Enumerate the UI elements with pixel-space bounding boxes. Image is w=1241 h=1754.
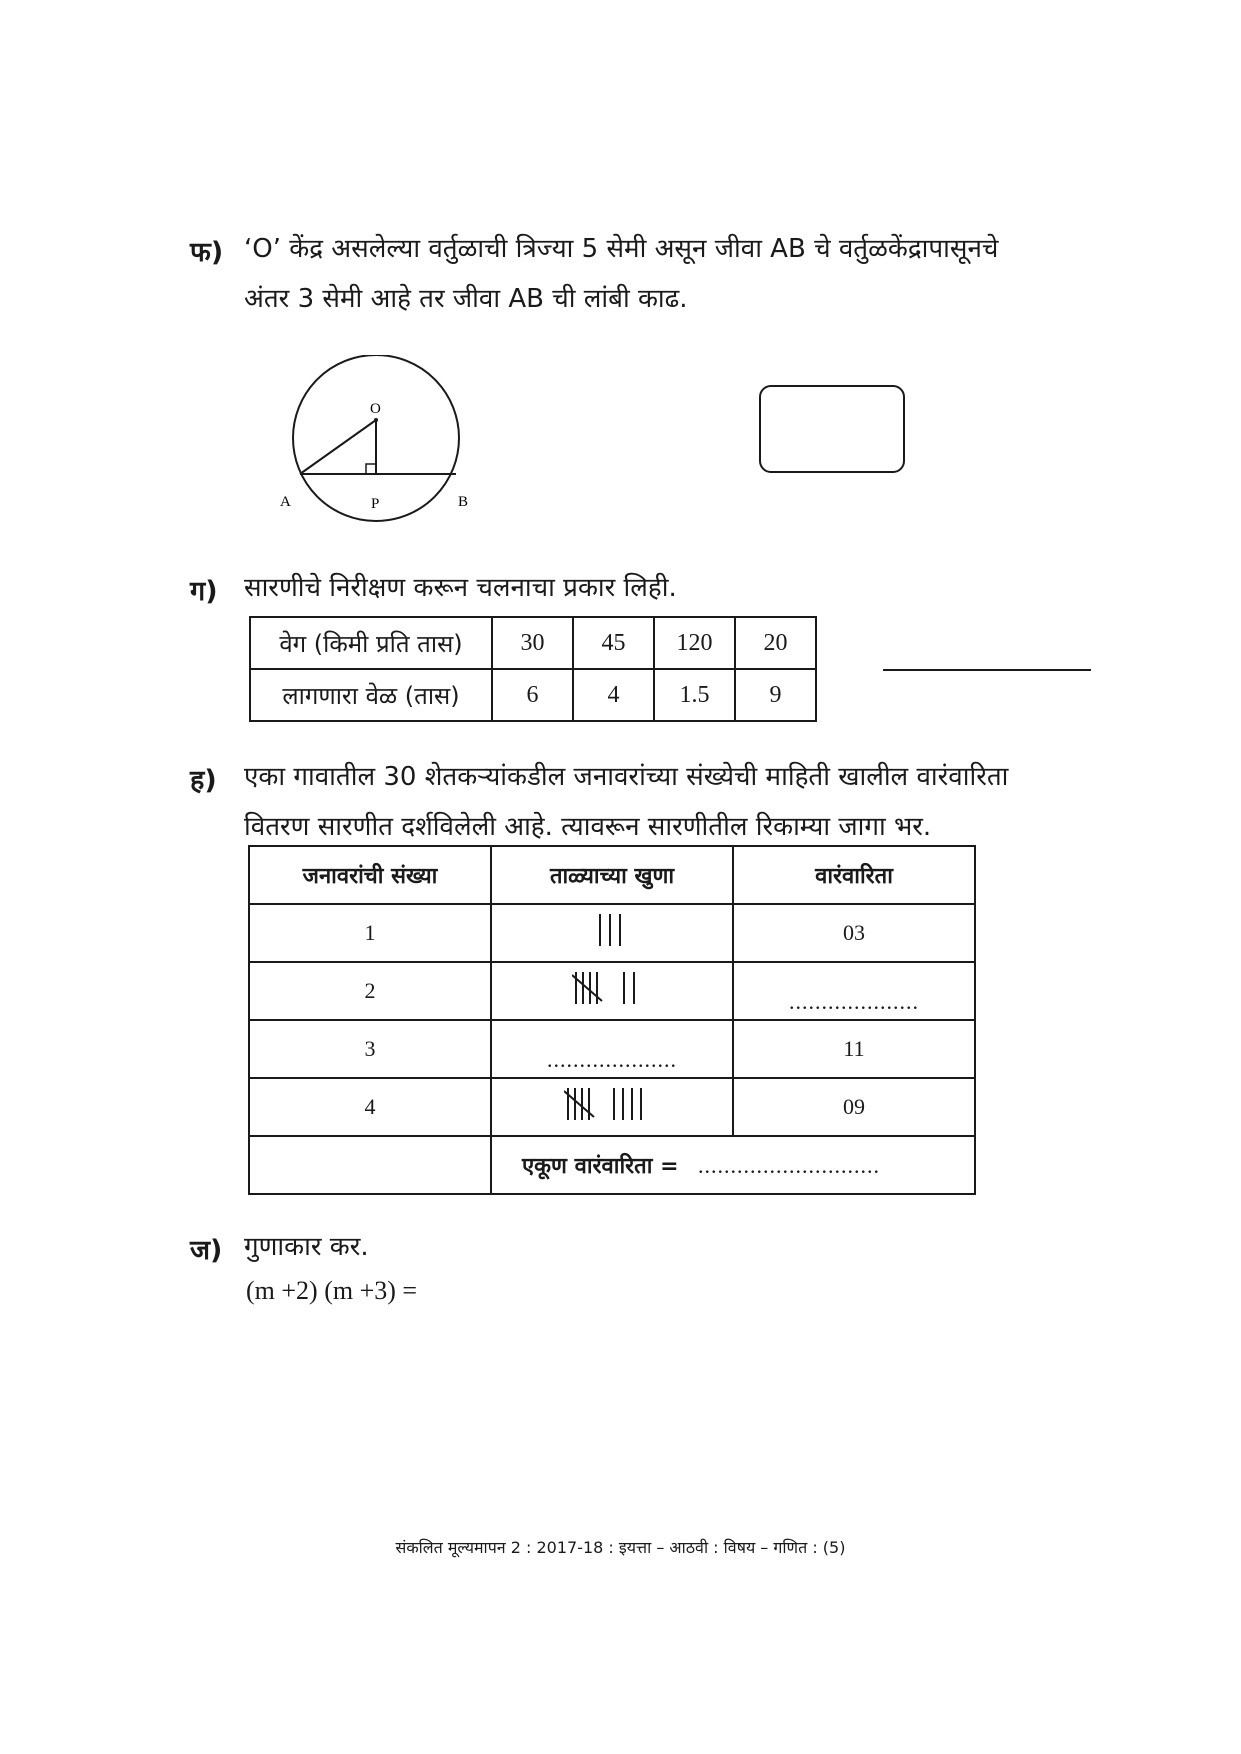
frequency-cell: 03 xyxy=(733,904,975,962)
question-h-text xyxy=(244,752,1124,852)
table-row xyxy=(249,1020,975,1078)
header-animal-count: जनावरांची संख्या xyxy=(249,846,491,904)
question-j-label: ज) xyxy=(190,1235,223,1266)
circle-chord-figure xyxy=(270,355,490,535)
tally-marks-3 xyxy=(592,911,632,949)
speed-time-table xyxy=(249,616,817,722)
time-value: 6 xyxy=(492,669,573,721)
table-row xyxy=(249,1078,975,1136)
label-b: B xyxy=(458,494,469,510)
speed-value: 20 xyxy=(735,617,816,669)
time-header: लागणारा वेळ (तास) xyxy=(250,669,492,721)
speed-value: 120 xyxy=(654,617,735,669)
question-h-label: ह) xyxy=(190,765,217,796)
page-footer: संकलित मूल्यमापन 2 : 2017-18 : इयत्ता – आठवी : विषय – गणित : (5) xyxy=(395,1538,846,1557)
question-j-text xyxy=(244,1222,1124,1272)
time-value: 9 xyxy=(735,669,816,721)
count-cell: 1 xyxy=(249,904,491,962)
count-cell: 4 xyxy=(249,1078,491,1136)
question-j-expression[interactable]: (m +2) (m +3) = xyxy=(246,1276,418,1305)
speed-value: 45 xyxy=(573,617,654,669)
tally-cell xyxy=(491,962,733,1020)
frequency-cell: 11 xyxy=(733,1020,975,1078)
header-frequency: वारंवारिता xyxy=(733,846,975,904)
label-o: O xyxy=(370,401,381,417)
label-p: P xyxy=(371,496,380,512)
frequency-cell: 09 xyxy=(733,1078,975,1136)
tally-cell xyxy=(491,1078,733,1136)
total-row xyxy=(249,1136,975,1194)
table-row xyxy=(249,962,975,1020)
speed-value: 30 xyxy=(492,617,573,669)
question-g-line: सारणीचे निरीक्षण करून चलनाचा प्रकार लिही. xyxy=(244,573,677,603)
tally-marks-7 xyxy=(572,969,652,1007)
question-f-label: फ) xyxy=(190,237,224,268)
table-row xyxy=(249,904,975,962)
question-f-line-2: अंतर 3 सेमी आहे तर जीवा AB ची लांबी काढ. xyxy=(244,284,688,314)
tally-blank: .................... xyxy=(547,1047,677,1072)
question-h-line-2: वितरण सारणीत दर्शविलेली आहे. त्यावरून सारणीतील रिकाम्या जागा भर. xyxy=(244,812,932,842)
question-j-line: गुणाकार कर. xyxy=(244,1232,369,1262)
total-frequency-blank: ............................ xyxy=(698,1153,881,1178)
question-h-line-1: एका गावातील 30 शेतकऱ्यांकडील जनावरांच्या संख्येची माहिती खालील वारंवारिता xyxy=(244,762,1009,792)
total-frequency-label: एकूण वारंवारिता = xyxy=(522,1154,679,1179)
question-f-text xyxy=(244,224,1124,324)
header-tally-marks: ताळ्याच्या खुणा xyxy=(491,846,733,904)
frequency-blank: .................... xyxy=(789,989,919,1014)
time-value: 1.5 xyxy=(654,669,735,721)
frequency-blank-cell[interactable] xyxy=(733,962,975,1020)
segment-oa xyxy=(300,420,376,474)
total-cell[interactable] xyxy=(491,1136,975,1194)
speed-row xyxy=(250,617,816,669)
question-f-line-1: ‘O’ केंद्र असलेल्या वर्तुळाची त्रिज्या 5 सेमी असून जीवा AB चे वर्तुळकेंद्रापासूनचे xyxy=(244,234,999,264)
tally-marks-9 xyxy=(564,1085,660,1123)
total-empty-cell xyxy=(249,1136,491,1194)
time-row xyxy=(250,669,816,721)
tally-blank-cell[interactable] xyxy=(491,1020,733,1078)
frequency-header-row xyxy=(249,846,975,904)
question-g-text xyxy=(244,563,1124,613)
right-angle-mark xyxy=(366,464,376,474)
label-a: A xyxy=(280,494,291,510)
tally-cell xyxy=(491,904,733,962)
speed-header: वेग (किमी प्रति तास) xyxy=(250,617,492,669)
answer-box[interactable] xyxy=(759,385,905,473)
frequency-table xyxy=(248,845,976,1195)
question-g-label: ग) xyxy=(190,576,218,607)
count-cell: 3 xyxy=(249,1020,491,1078)
time-value: 4 xyxy=(573,669,654,721)
variation-answer-line[interactable] xyxy=(883,669,1091,671)
count-cell: 2 xyxy=(249,962,491,1020)
center-point xyxy=(374,418,378,422)
